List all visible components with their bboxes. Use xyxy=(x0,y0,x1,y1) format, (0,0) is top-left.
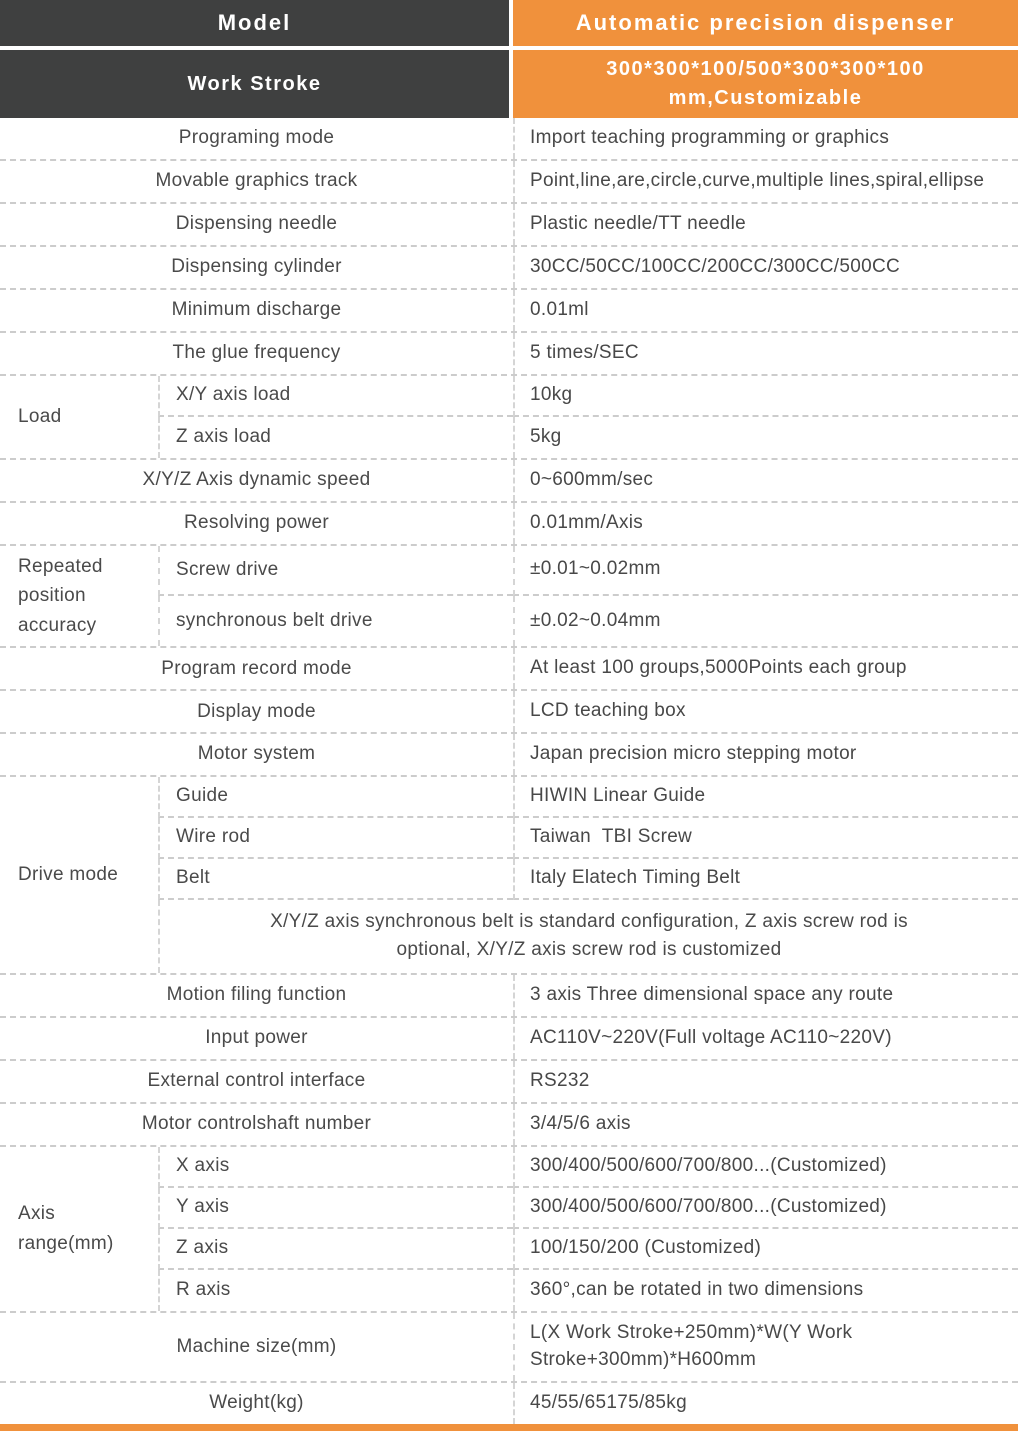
row-value: Plastic needle/TT needle xyxy=(513,204,1018,245)
spec-row xyxy=(0,1061,1018,1104)
spec-rows xyxy=(0,118,1018,1424)
work-stroke-value-cell xyxy=(513,50,1018,118)
group-note xyxy=(158,900,1018,973)
row-label: Minimum discharge xyxy=(171,299,342,321)
spec-group-section xyxy=(0,777,1018,975)
row-label: Motor controlshaft number xyxy=(141,1113,372,1135)
row-label: Dispensing needle xyxy=(175,213,338,235)
spec-row xyxy=(0,460,1018,503)
sub-row-value: Italy Elatech Timing Belt xyxy=(513,859,1018,900)
sub-row-value: ±0.01~0.02mm xyxy=(513,546,1018,596)
row-value: 0.01ml xyxy=(513,290,1018,331)
spec-row xyxy=(0,118,1018,161)
sub-row-label: Screw drive xyxy=(158,546,513,596)
sub-row-label: Guide xyxy=(158,777,513,818)
sub-row-label: Y axis xyxy=(158,1188,513,1229)
row-value: Import teaching programming or graphics xyxy=(513,118,1018,159)
bottom-accent-bar xyxy=(0,1424,1018,1431)
row-value: 3/4/5/6 axis xyxy=(513,1104,1018,1145)
model-header-label: Model xyxy=(217,10,292,35)
row-value: LCD teaching box xyxy=(513,691,1018,732)
row-label: Motion filing function xyxy=(166,984,347,1006)
row-label: Resolving power xyxy=(184,512,329,534)
sub-row-value: Taiwan TBI Screw xyxy=(513,818,1018,859)
row-label: Weight(kg) xyxy=(209,1392,304,1414)
work-stroke-value: 300*300*100/500*300*300*100 mm,Customizable xyxy=(606,58,925,109)
row-value: 45/55/65175/85kg xyxy=(513,1383,1018,1424)
table-header xyxy=(0,0,1018,118)
sub-row-label: X axis xyxy=(158,1147,513,1188)
sub-row-label: Z axis xyxy=(158,1229,513,1270)
row-value: 0.01mm/Axis xyxy=(513,503,1018,544)
spec-row xyxy=(0,648,1018,691)
spec-row xyxy=(0,734,1018,777)
spec-row xyxy=(0,1018,1018,1061)
sub-row-value: 5kg xyxy=(513,417,1018,458)
row-label: Dispensing cylinder xyxy=(171,256,342,278)
spec-group-section xyxy=(0,1147,1018,1313)
row-label: X/Y/Z Axis dynamic speed xyxy=(142,469,371,491)
row-value: 30CC/50CC/100CC/200CC/300CC/500CC xyxy=(513,247,1018,288)
row-value: L(X Work Stroke+250mm)*W(Y Work Stroke+300mm)*H600mm xyxy=(513,1313,1018,1381)
spec-row xyxy=(0,247,1018,290)
row-label: Input power xyxy=(205,1027,308,1049)
row-value: At least 100 groups,5000Points each group xyxy=(513,648,1018,689)
spec-row xyxy=(0,1383,1018,1424)
sub-row-value: 300/400/500/600/700/800...(Customized) xyxy=(513,1188,1018,1229)
work-stroke-header-cell xyxy=(0,50,509,118)
sub-row-value: 100/150/200 (Customized) xyxy=(513,1229,1018,1270)
row-value: Point,line,are,circle,curve,multiple lines,spiral,ellipse xyxy=(513,161,1018,202)
row-label: Display mode xyxy=(197,700,316,722)
spec-row xyxy=(0,333,1018,376)
row-label: Machine size(mm) xyxy=(176,1335,337,1357)
sub-row-label: X/Y axis load xyxy=(158,376,513,417)
sub-row-value: ±0.02~0.04mm xyxy=(513,596,1018,646)
group-label: Drive mode xyxy=(18,864,119,886)
spec-row xyxy=(0,290,1018,333)
row-value: 0~600mm/sec xyxy=(513,460,1018,501)
sub-row-value: HIWIN Linear Guide xyxy=(513,777,1018,818)
sub-row-value: 10kg xyxy=(513,376,1018,417)
sub-row-label: Z axis load xyxy=(158,417,513,458)
row-label: External control interface xyxy=(147,1070,366,1092)
spec-row xyxy=(0,691,1018,734)
spec-row xyxy=(0,503,1018,546)
product-name-label: Automatic precision dispenser xyxy=(575,10,956,35)
spec-group-section xyxy=(0,376,1018,460)
sub-row-label: synchronous belt drive xyxy=(158,596,513,646)
row-value: 5 times/SEC xyxy=(513,333,1018,374)
spec-row xyxy=(0,204,1018,247)
spec-row xyxy=(0,975,1018,1018)
row-label: Programing mode xyxy=(178,127,335,149)
group-label: Repeated position accuracy xyxy=(18,555,103,636)
row-value: RS232 xyxy=(513,1061,1018,1102)
group-label: Axis range(mm) xyxy=(18,1203,114,1254)
spec-row xyxy=(0,1104,1018,1147)
row-label: The glue frequency xyxy=(172,342,341,364)
spec-row xyxy=(0,161,1018,204)
work-stroke-label: Work Stroke xyxy=(187,72,322,95)
sub-row-label: Wire rod xyxy=(158,818,513,859)
sub-row-label: R axis xyxy=(158,1270,513,1311)
row-label: Program record mode xyxy=(161,657,352,679)
row-label: Movable graphics track xyxy=(155,170,358,192)
row-label: Motor system xyxy=(197,743,316,765)
sub-row-value: 360°,can be rotated in two dimensions xyxy=(513,1270,1018,1311)
row-value: Japan precision micro stepping motor xyxy=(513,734,1018,775)
group-label: Load xyxy=(18,406,62,428)
model-header-cell xyxy=(0,0,509,46)
row-value: 3 axis Three dimensional space any route xyxy=(513,975,1018,1016)
product-name-cell xyxy=(513,0,1018,46)
row-value: AC110V~220V(Full voltage AC110~220V) xyxy=(513,1018,1018,1059)
spec-row xyxy=(0,1313,1018,1383)
sub-row-label: Belt xyxy=(158,859,513,900)
spec-group-section xyxy=(0,546,1018,648)
group-note-text: X/Y/Z axis synchronous belt is standard configuration, Z axis screw rod is optional, X/Y/Z axis screw rod is customized xyxy=(270,910,908,961)
sub-row-value: 300/400/500/600/700/800...(Customized) xyxy=(513,1147,1018,1188)
